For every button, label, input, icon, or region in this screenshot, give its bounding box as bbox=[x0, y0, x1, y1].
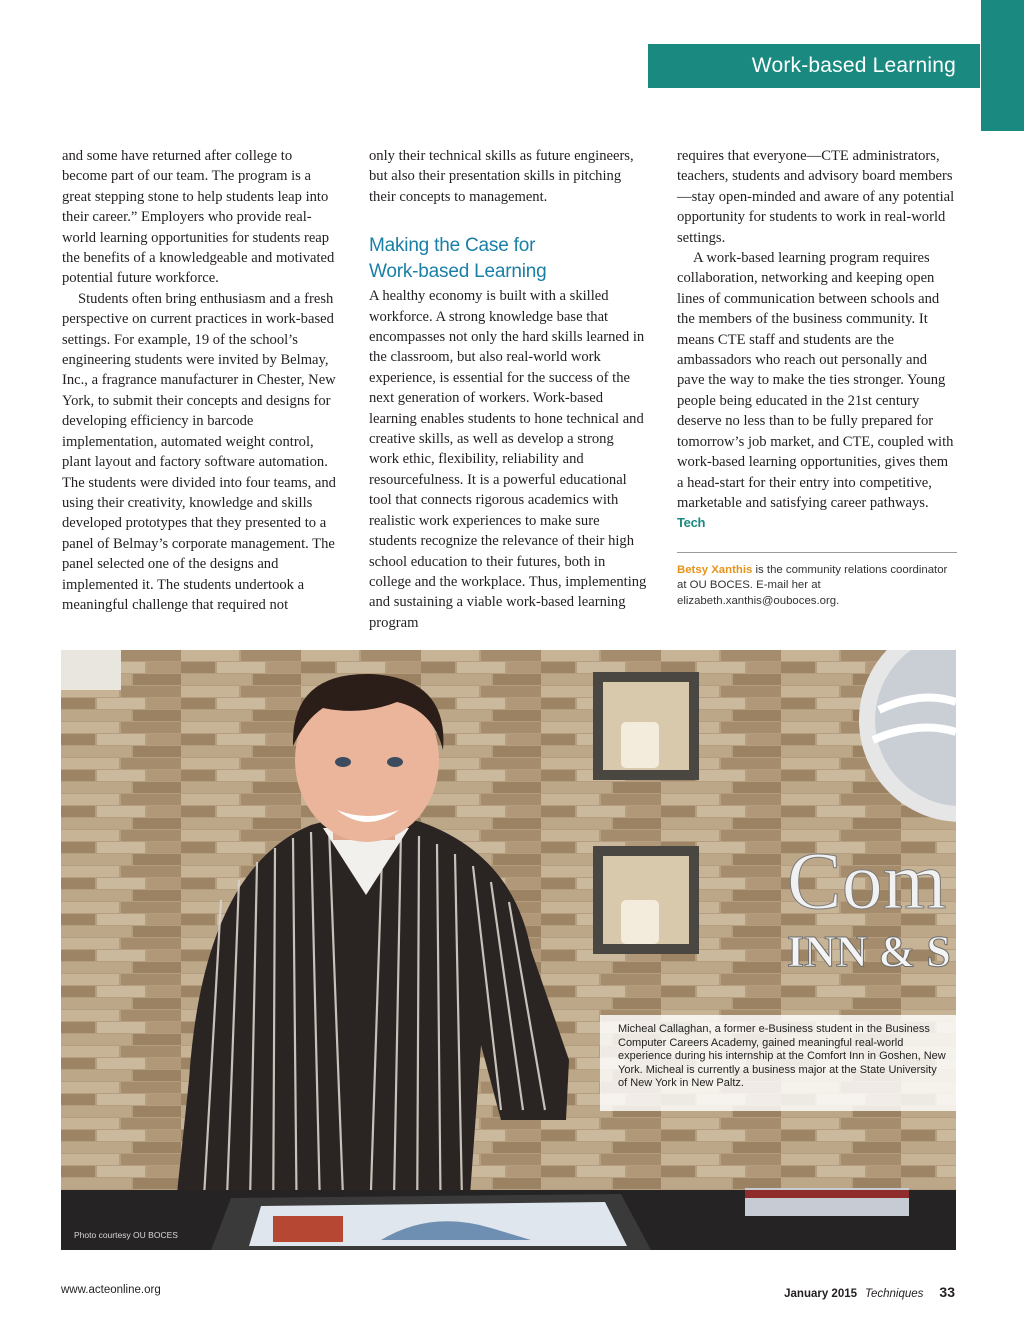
article-column-1 bbox=[62, 146, 339, 615]
footer-issue-info bbox=[784, 1284, 955, 1300]
sign-text-line-1: Com bbox=[787, 835, 947, 926]
photo-credit: Photo courtesy OU BOCES bbox=[74, 1230, 178, 1240]
footer-issue-date: January 2015 bbox=[784, 1288, 858, 1300]
bio-divider bbox=[677, 552, 957, 553]
body-paragraph: A healthy economy is built with a skilled workforce. A strong knowledge base that encompasses not only the hard skills learned in the classroom, but also real-world work experience, is essential for the success of the next generation of workers. Work-based learning enables students to hone technical and creative skills, as well as develop a strong work ethic, flexibility, reliability and resourcefulness. It is a powerful educational tool that connects rigorous academics with realistic work experiences to make sure students recognize the relevance of their high school education to their futures, both in college and the workplace. Thus, implementing and sustaining a viable work-based learning program bbox=[369, 288, 647, 631]
body-paragraph bbox=[677, 248, 957, 534]
subheading-line-2: Work-based Learning bbox=[369, 261, 547, 283]
tech-end-mark: Tech bbox=[677, 515, 706, 531]
author-bio-text: is the community relations coordinator at OU BOCES. E-mail her at elizabeth.xanthis@ouboces.org. bbox=[677, 563, 948, 607]
footer-magazine-name: Techniques bbox=[865, 1288, 924, 1300]
author-bio bbox=[677, 563, 957, 610]
feature-photo bbox=[61, 650, 956, 1250]
body-paragraph: only their technical skills as future engineers, but also their presentation skills in pitching their concepts to management. bbox=[369, 148, 634, 205]
body-paragraph: and some have returned after college to become part of our team. The program is a great stepping stone to help students leap into their career.” Employers who provide real-world learning opportunities for students reap the benefits of a knowledgeable and motivated potential future workforce. bbox=[62, 148, 335, 287]
sign-text-line-2: INN & S bbox=[787, 927, 951, 976]
subheading-line-1: Making the Case for bbox=[369, 235, 536, 257]
body-paragraph: requires that everyone—CTE administrators, teachers, students and advisory board members—stay open-minded and aware of any potential opportunity for students to work in real-world settings. bbox=[677, 148, 955, 246]
article-column-2 bbox=[369, 146, 647, 633]
section-title-banner: Work-based Learning bbox=[648, 44, 980, 88]
photo-illustration bbox=[61, 650, 956, 1250]
closing-paragraph-text: A work-based learning program requires collaboration, networking and keeping open lines of communication between schools and the members of the business community. It means CTE staff and students are the ambassadors who reach out personally and pave the way to make the ties stronger. Young people being educated in the 21st century deserve no less than to be fully prepared for tomorrow’s job market, and CTE, coupled with work-based learning opportunities, gives them a head-start for their entry into competitive, marketable and satisfying career pathways. bbox=[677, 250, 954, 511]
footer-website: www.acteonline.org bbox=[61, 1284, 161, 1296]
photo-caption: Micheal Callaghan, a former e-Business student in the Business Computer Careers Academy, gained meaningful real-world experience during his internship at the Comfort Inn in Goshen, New York. Micheal is currently a business major at the State University of New York in New Paltz. bbox=[600, 1015, 956, 1111]
section-subheading bbox=[369, 233, 647, 285]
section-edge-tab bbox=[981, 0, 1024, 131]
article-column-3 bbox=[677, 146, 957, 609]
author-name: Betsy Xanthis bbox=[677, 563, 753, 576]
body-paragraph: Students often bring enthusiasm and a fresh perspective on current practices in work-based settings. For example, 19 of the school’s engineering students were invited by Belmay, Inc., a fragrance manufacturer in Chester, New York, to submit their concepts and designs for developing efficiency in barcode implementation, automated weight control, plant layout and factory software automation. The students were divided into four teams, and using their creativity, knowledge and skills developed prototypes that they presented to a panel of Belmay’s corporate management. The panel selected one of the designs and implemented it. The students undertook a meaningful challenge that required not bbox=[62, 290, 336, 613]
page-number: 33 bbox=[939, 1284, 955, 1300]
